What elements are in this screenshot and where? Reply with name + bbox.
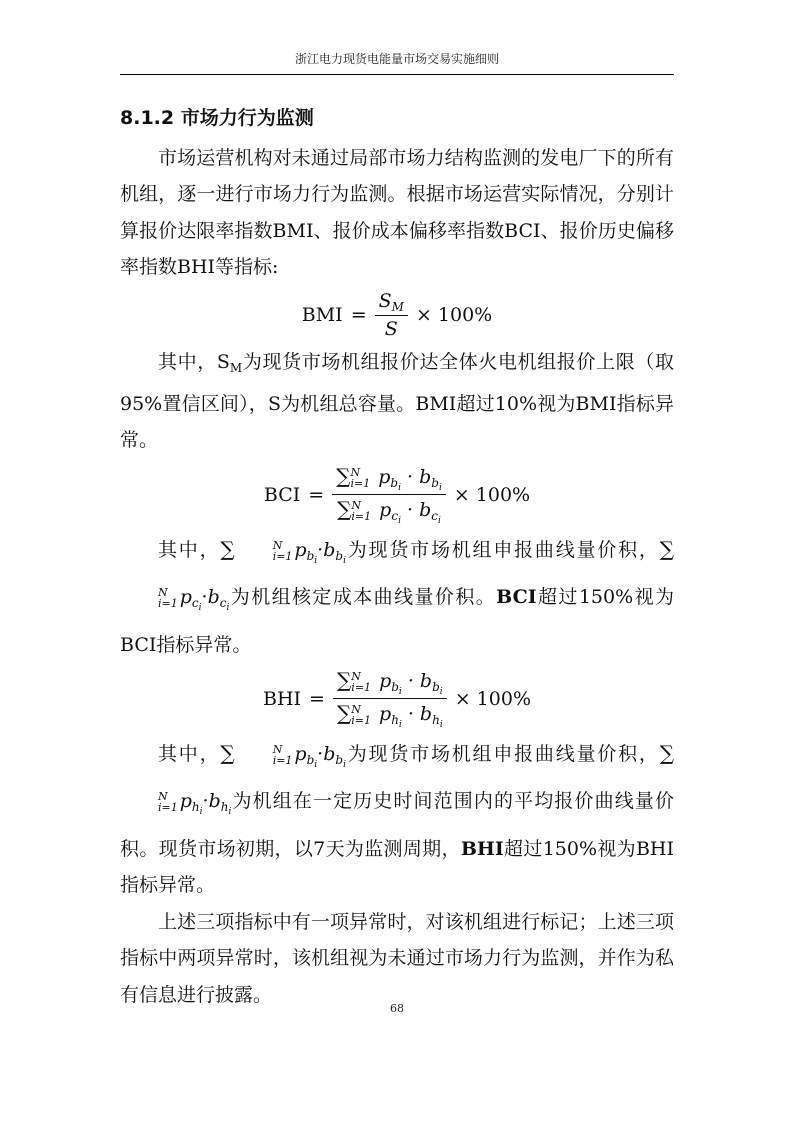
formula-bmi — [120, 286, 674, 344]
formula-bhi — [120, 663, 674, 735]
text-run: 其中，S — [158, 350, 230, 373]
formula-bhi-numerator: ∑ N i=1 $p_{b_i} \cdot b_{b_i}$ — [333, 668, 447, 699]
text-run: 为现货市场机组报价达全体火电机组报价上限（取95%置信区间），S为机组总容量。BMI超过10%视为BMI指标异常。 — [120, 350, 674, 452]
formula-bhi-lhs: BHI — [263, 688, 302, 711]
text-run: 超过150%视为BHI指标异常。 — [120, 837, 675, 897]
text-run: 为机组在一定历史时间范围内的平均报价曲线量价积。现货市场初期，以7天为监测周期， — [120, 790, 674, 860]
inline-sum-ph-bh: ∑ N i=1 $p_{h_i}\cdot b_{h_i}$ — [158, 741, 674, 818]
header-rule — [120, 74, 674, 75]
paragraph-bci-explain — [120, 531, 674, 663]
text-run: 其中， — [158, 743, 221, 766]
formula-bci-denominator: ∑ N i=1 $p_{c_i} \cdot b_{c_i}$ — [337, 496, 441, 526]
page-number: 68 — [390, 1002, 404, 1015]
equals-sign: = — [350, 303, 367, 326]
formula-bci-lhs: BCI — [263, 483, 301, 506]
formula-bci — [120, 459, 674, 531]
formula-bmi-tail: × 100% — [415, 303, 493, 326]
formula-bmi-fraction — [375, 290, 408, 340]
formula-bmi-numerator-sub: M — [391, 299, 404, 314]
formula-bhi-denominator: ∑ N i=1 $p_{h_i} \cdot b_{h_i}$ — [336, 701, 443, 731]
paragraph-intro: 市场运营机构对未通过局部市场力结构监测的发电厂下的所有机组，逐一进行市场力行为监测。根据市场运营实际情况，分别计算报价达限率指数BMI、报价成本偏移率指数BCI、报价历史偏移率指数BHI等指标: — [120, 147, 674, 279]
running-header: 浙江电力现货电能量市场交易实施细则 — [294, 52, 499, 66]
text-run: 为机组核定成本曲线量价积。 — [229, 586, 497, 609]
formula-bhi-tail: × 100% — [454, 688, 531, 711]
text-run: 其中， — [158, 538, 221, 561]
text-subscript: M — [229, 360, 243, 375]
paragraph-bmi-explain — [120, 344, 674, 459]
inline-sum-pb-bb: ∑ N i=1 $p_{b_i}\cdot b_{b_i}$ — [220, 536, 346, 566]
inline-sum-pc-bc: ∑ N i=1 $p_{c_i}\cdot b_{c_i}$ — [158, 536, 674, 614]
formula-bci-fraction — [332, 464, 446, 526]
text-run: 为现货市场机组申报曲线量价积， — [345, 538, 660, 561]
formula-bmi-lhs: BMI — [301, 303, 343, 326]
text-bold: BHI — [460, 837, 504, 860]
section-heading: 8.1.2 市场力行为监测 — [120, 107, 314, 129]
formula-bmi-denominator: S — [384, 317, 398, 340]
formula-bci-tail: × 100% — [453, 483, 531, 506]
equals-sign: = — [308, 483, 325, 506]
text-bold: BCI — [496, 586, 537, 609]
text-run: 超过150%视为BCI指标异常。 — [120, 586, 674, 656]
inline-sum-pb-bb: ∑ N i=1 $p_{b_i}\cdot b_{b_i}$ — [220, 741, 346, 771]
formula-bci-numerator: ∑ N i=1 $p_{b_i} \cdot b_{b_i}$ — [332, 464, 446, 495]
formula-bmi-numerator: S — [378, 289, 392, 312]
paragraph-conclusion: 上述三项指标中有一项异常时，对该机组进行标记；上述三项指标中两项异常时，该机组视为未通过市场力行为监测，并作为私有信息进行披露。 — [120, 910, 674, 1006]
equals-sign: = — [309, 688, 325, 711]
formula-bhi-fraction — [333, 668, 447, 730]
page-body — [120, 96, 674, 1013]
paragraph-bhi-explain — [120, 735, 674, 904]
text-run: 为现货市场机组申报曲线量价积， — [345, 743, 660, 766]
